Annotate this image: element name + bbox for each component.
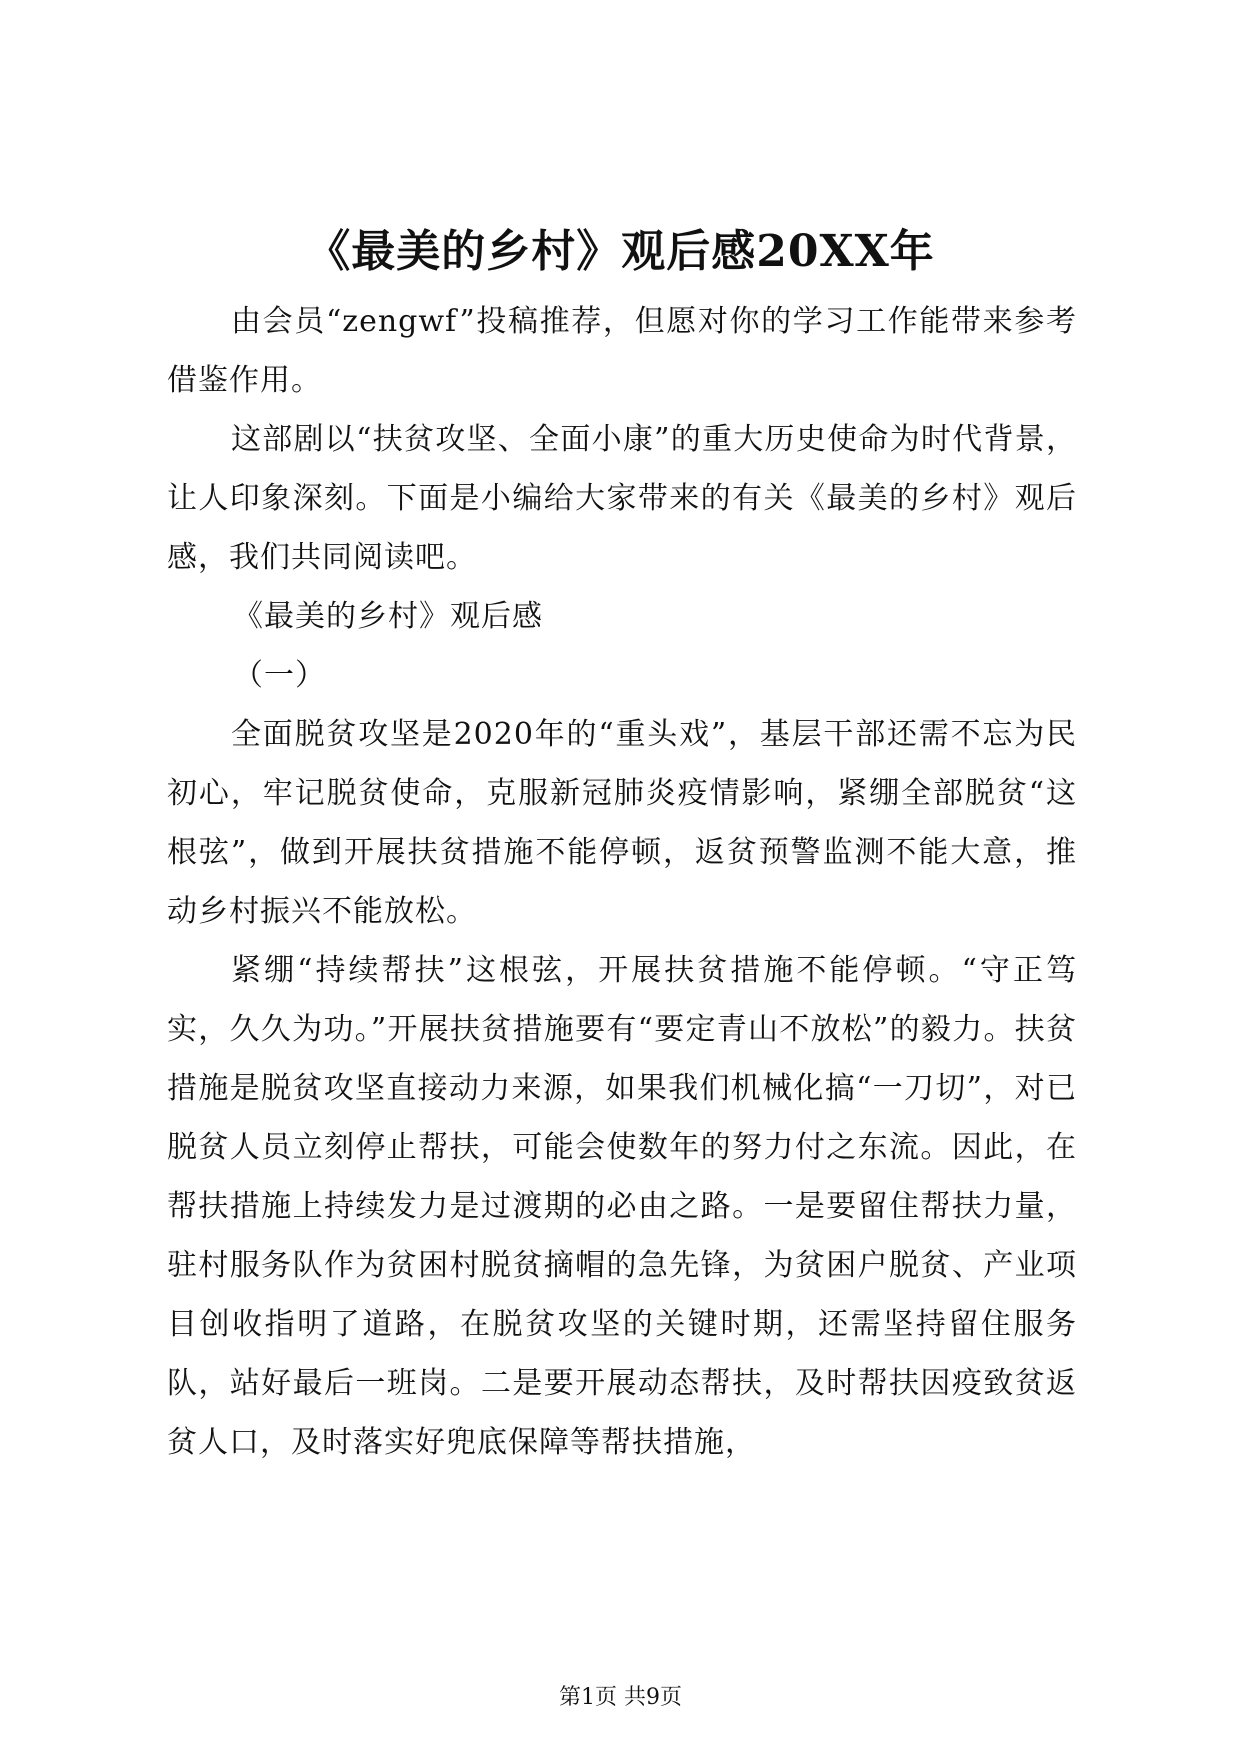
section-number: （一） [233, 658, 326, 693]
paragraph-summary: 这部剧以“扶贫攻坚、全面小康”的重大历史使命为时代背景，让人印象深刻。下面是小编给大家带来的有关《最美的乡村》观后感，我们共同阅读吧。 [167, 422, 1077, 575]
document-title: 《最美的乡村》观后感20XX年 [306, 226, 935, 277]
page-footer: 第1页 共9页 [559, 1685, 682, 1710]
section-heading: 《最美的乡村》观后感 [233, 599, 543, 634]
paragraph-intro: 由会员“zengwf”投稿推荐，但愿对你的学习工作能带来参考借鉴作用。 [167, 304, 1077, 398]
paragraph-body-2: 紧绷“持续帮扶”这根弦，开展扶贫措施不能停顿。“守正笃实，久久为功。”开展扶贫措施要有“要定青山不放松”的毅力。扶贫措施是脱贫攻坚直接动力来源，如果我们机械化搞“一刀切”，对已脱贫人员立刻停止帮扶，可能会使数年的努力付之东流。因此，在帮扶措施上持续发力是过渡期的必由之路。一是要留住帮扶力量，驻村服务队作为贫困村脱贫摘帽的急先锋，为贫困户脱贫、产业项目创收指明了道路，在脱贫攻坚的关键时期，还需坚持留住服务队，站好最后一班岗。二是要开展动态帮扶，及时帮扶因疫致贫返贫人口，及时落实好兜底保障等帮扶措施， [167, 953, 1077, 1460]
document-body [167, 292, 1077, 1472]
paragraph-body-1: 全面脱贫攻坚是2020年的“重头戏”，基层干部还需不忘为民初心，牢记脱贫使命，克服新冠肺炎疫情影响，紧绷全部脱贫“这根弦”，做到开展扶贫措施不能停顿，返贫预警监测不能大意，推动乡村振兴不能放松。 [167, 717, 1077, 929]
